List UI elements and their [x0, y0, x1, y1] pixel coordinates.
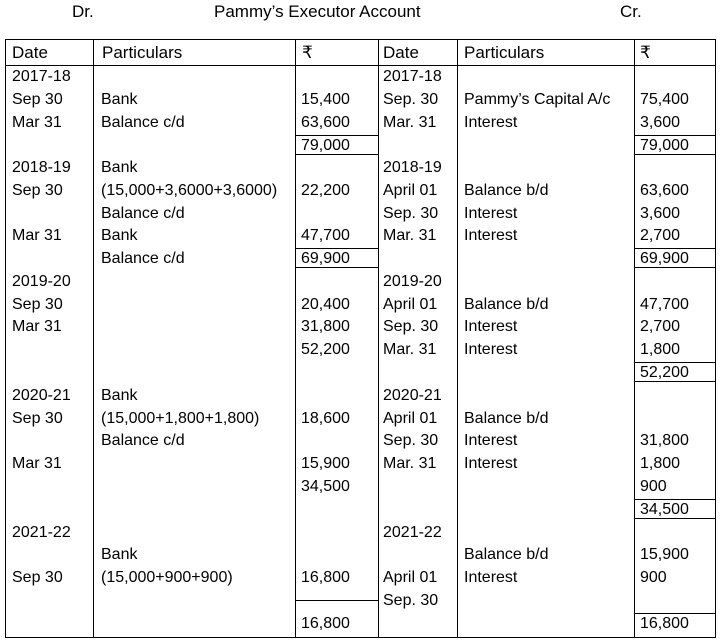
year-label: 2019-20: [383, 273, 442, 290]
total-rule: [295, 600, 378, 601]
entry-date: Sep 30: [12, 410, 63, 427]
entry-amount: 34,500: [301, 478, 350, 495]
entry-date: Mar 31: [12, 318, 62, 335]
entry-particulars: (15,000+900+900): [101, 569, 233, 586]
column-header-date: Date: [383, 43, 419, 62]
entry-total: 69,900: [301, 250, 350, 267]
year-label: 2021-22: [383, 524, 442, 541]
year-label: 2018-19: [12, 159, 71, 176]
entry-date: Mar. 31: [383, 227, 437, 244]
entry-amount: 3,600: [640, 205, 681, 222]
entry-date: April 01: [383, 182, 438, 199]
column-header-date: Date: [12, 43, 48, 62]
entry-date: Mar. 31: [383, 455, 437, 472]
year-label: 2018-19: [383, 159, 442, 176]
entry-amount: 15,400: [301, 91, 350, 108]
entry-date: Mar 31: [12, 455, 62, 472]
entry-amount: 1,800: [640, 341, 681, 358]
column-header-amount: ₹: [302, 43, 313, 62]
entry-date: Sep 30: [12, 182, 63, 199]
entry-total: 34,500: [640, 501, 689, 518]
entry-total: 52,200: [640, 364, 689, 381]
entry-particulars: (15,000+1,800+1,800): [101, 410, 260, 427]
entry-particulars: Balance b/d: [464, 546, 549, 563]
entry-amount: 2,700: [640, 318, 681, 335]
entry-amount: 31,800: [301, 318, 350, 335]
entry-amount: 3,600: [640, 114, 681, 131]
year-label: 2020-21: [12, 387, 71, 404]
entry-particulars: Interest: [464, 227, 518, 244]
entry-particulars: Interest: [464, 205, 518, 222]
entry-date: April 01: [383, 410, 438, 427]
entry-particulars: Interest: [464, 341, 518, 358]
entry-particulars: Balance c/d: [101, 432, 185, 449]
entry-date: Mar 31: [12, 114, 62, 131]
entry-amount: 20,400: [301, 296, 350, 313]
column-divider: [378, 40, 379, 637]
entry-date: Sep. 30: [383, 205, 439, 222]
entry-amount: 63,600: [640, 182, 689, 199]
entry-particulars: Pammy’s Capital A/c: [464, 91, 611, 108]
column-header-particulars: Particulars: [464, 43, 545, 62]
entry-particulars: Interest: [464, 318, 518, 335]
entry-amount: 900: [640, 569, 667, 586]
entry-particulars: Interest: [464, 569, 518, 586]
entry-date: Sep 30: [12, 296, 63, 313]
entry-particulars: Bank: [101, 387, 138, 404]
entry-particulars: Balance c/d: [101, 250, 185, 267]
entry-particulars: Balance b/d: [464, 182, 549, 199]
entry-particulars: Balance b/d: [464, 296, 549, 313]
entry-amount: 22,200: [301, 182, 350, 199]
entry-total: 69,900: [640, 250, 689, 267]
entry-amount: 47,700: [640, 296, 689, 313]
entry-amount: 47,700: [301, 227, 350, 244]
entry-date: Sep. 30: [383, 592, 439, 609]
entry-date: Sep. 30: [383, 432, 439, 449]
entry-amount: 900: [640, 478, 667, 495]
entry-particulars: Balance c/d: [101, 114, 185, 131]
entry-amount: 63,600: [301, 114, 350, 131]
ledger-table: [5, 39, 716, 638]
year-label: 2020-21: [383, 387, 442, 404]
header-divider: [6, 65, 715, 66]
year-label: 2019-20: [12, 273, 71, 290]
column-divider: [457, 40, 458, 637]
entry-amount: 15,900: [640, 546, 689, 563]
entry-amount: 15,900: [301, 455, 350, 472]
entry-particulars: Bank: [101, 546, 138, 563]
entry-amount: 2,700: [640, 227, 681, 244]
entry-particulars: Bank: [101, 159, 138, 176]
entry-amount: 16,800: [301, 569, 350, 586]
debit-side-label: Dr.: [72, 2, 94, 21]
entry-total: 79,000: [301, 137, 350, 154]
entry-date: Mar. 31: [383, 341, 437, 358]
entry-date: April 01: [383, 296, 438, 313]
entry-date: Sep 30: [12, 569, 63, 586]
entry-date: Sep. 30: [383, 318, 439, 335]
entry-particulars: (15,000+3,6000+3,6000): [101, 182, 278, 199]
entry-amount: 1,800: [640, 455, 681, 472]
entry-date: Sep 30: [12, 91, 63, 108]
entry-particulars: Bank: [101, 227, 138, 244]
year-label: 2021-22: [12, 524, 71, 541]
entry-date: Mar 31: [12, 227, 62, 244]
entry-amount: 75,400: [640, 91, 689, 108]
entry-date: April 01: [383, 569, 438, 586]
entry-amount: 52,200: [301, 341, 350, 358]
entry-particulars: Bank: [101, 91, 138, 108]
entry-date: Mar. 31: [383, 114, 437, 131]
entry-total: 16,800: [640, 615, 689, 632]
year-label: 2017-18: [12, 68, 71, 85]
entry-total: 79,000: [640, 137, 689, 154]
entry-amount: 18,600: [301, 410, 350, 427]
column-header-particulars: Particulars: [102, 43, 183, 62]
entry-particulars: Interest: [464, 114, 518, 131]
column-divider: [634, 40, 635, 637]
column-header-amount: ₹: [640, 43, 651, 62]
entry-date: Sep. 30: [383, 91, 439, 108]
entry-particulars: Balance c/d: [101, 205, 185, 222]
credit-side-label: Cr.: [620, 2, 642, 21]
year-label: 2017-18: [383, 68, 442, 85]
entry-amount: 31,800: [640, 432, 689, 449]
entry-total: 16,800: [301, 615, 350, 632]
column-divider: [295, 40, 296, 637]
entry-particulars: Balance b/d: [464, 410, 549, 427]
column-divider: [93, 40, 94, 637]
page-title: Pammy’s Executor Account: [214, 2, 421, 21]
entry-particulars: Interest: [464, 432, 518, 449]
entry-particulars: Interest: [464, 455, 518, 472]
